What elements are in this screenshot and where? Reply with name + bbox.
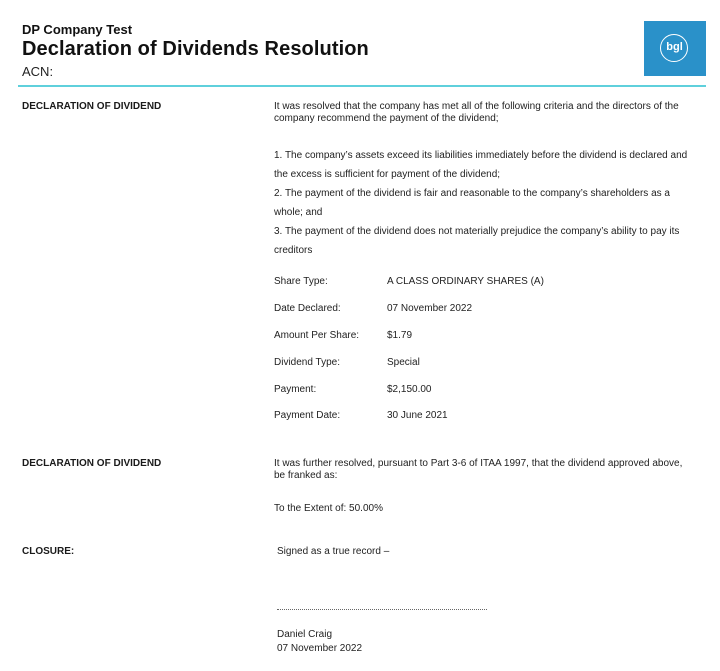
document-title: Declaration of Dividends Resolution: [22, 38, 369, 60]
section-heading-franking: DECLARATION OF DIVIDEND: [22, 458, 162, 469]
detail-value: $2,150.00: [387, 384, 432, 395]
detail-label: Amount Per Share:: [274, 330, 360, 341]
criterion-item: 1. The company’s assets exceed its liabilities immediately before the dividend is declared and the excess is sufficient for payment of the dividend;: [274, 150, 688, 180]
detail-label: Dividend Type:: [274, 357, 340, 368]
detail-label: Payment Date:: [274, 410, 341, 421]
detail-label: Share Type:: [274, 276, 328, 287]
detail-value: $1.79: [387, 330, 413, 341]
detail-label: Date Declared:: [274, 303, 341, 314]
detail-value: 30 June 2021: [387, 410, 448, 421]
company-name: DP Company Test: [22, 22, 133, 37]
detail-row-share-type: [274, 276, 544, 287]
detail-row-payment: [274, 384, 432, 395]
criterion-item: 3. The payment of the dividend does not materially prejudice the company’s ability to pay its creditors: [274, 226, 680, 256]
detail-value: 07 November 2022: [387, 303, 473, 314]
franking-extent: To the Extent of: 50.00%: [274, 503, 383, 514]
section-heading-declaration: DECLARATION OF DIVIDEND: [22, 101, 162, 112]
detail-value: A CLASS ORDINARY SHARES (A): [387, 276, 544, 287]
criterion-item: 2. The payment of the dividend is fair and reasonable to the company’s shareholders as a whole; and: [274, 188, 670, 218]
section-heading-closure: CLOSURE:: [22, 546, 75, 557]
franking-resolution: It was further resolved, pursuant to Part 3-6 of ITAA 1997, that the dividend approved above, be franked as:: [274, 458, 683, 481]
resolution-intro: It was resolved that the company has met all of the following criteria and the directors of the company recommend the payment of the dividend;: [274, 101, 679, 124]
signature-line: [277, 609, 487, 610]
logo-text: bgl: [666, 41, 683, 53]
detail-row-date-declared: [274, 303, 472, 314]
signer-name: Daniel Craig: [277, 629, 333, 640]
detail-row-payment-date: [274, 410, 448, 421]
header-divider: [18, 85, 706, 87]
section1-body: [274, 101, 694, 133]
bgl-logo: [644, 21, 706, 76]
signed-date: 07 November 2022: [277, 643, 363, 654]
detail-row-amount-per-share: [274, 330, 412, 341]
closure-statement: Signed as a true record –: [277, 546, 390, 557]
detail-value: Special: [387, 357, 420, 368]
criteria-list: [274, 146, 694, 260]
detail-row-dividend-type: [274, 357, 420, 368]
detail-label: Payment:: [274, 384, 317, 395]
acn-label: ACN:: [22, 64, 54, 79]
